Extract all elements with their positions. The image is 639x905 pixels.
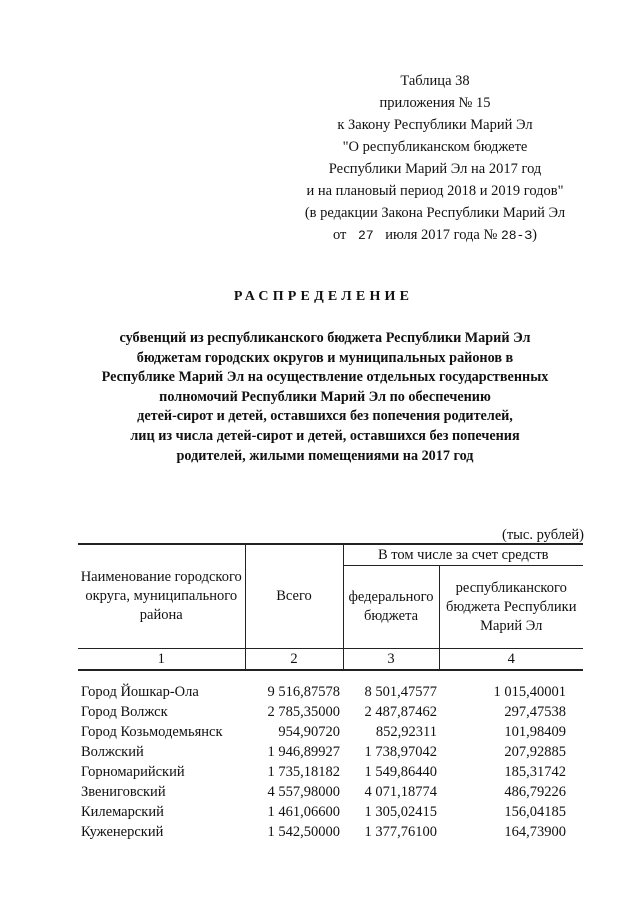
table-row [78,822,583,842]
edition-law-number: 28-З [500,228,533,243]
row-republic: 101,98409 [504,724,566,740]
header-line-edition-date [250,225,620,246]
row-total: 954,90720 [278,724,340,740]
row-federal: 1 549,86440 [364,764,437,780]
row-republic: 185,31742 [504,764,566,780]
row-federal: 1 377,76100 [364,824,437,840]
row-republic: 486,79226 [504,784,566,800]
header-line-budget-year: Республики Марий Эл на 2017 год [328,161,542,177]
table-row [78,762,583,782]
row-name: Куженерский [81,824,164,840]
edition-date-month-year: июля 2017 года № [385,227,498,243]
column-number: 2 [245,649,343,671]
row-total: 1 946,89927 [267,744,340,760]
row-republic: 164,73900 [504,824,566,840]
header-line-edition: (в редакции Закона Республики Марий Эл [304,205,566,221]
column-header-republic: республиканского бюджета Республики Марий Эл [439,566,583,649]
edition-close-paren: ) [532,227,538,243]
row-federal: 8 501,47577 [364,684,437,700]
subtitle-line: лиц из числа детей-сирот и детей, оставшихся без попечения [130,427,520,444]
subtitle-line: бюджетам городских округов и муниципальных районов в [136,349,514,366]
row-total: 9 516,87578 [267,684,340,700]
row-total: 1 461,06600 [267,804,340,820]
header-line-table-number: Таблица 38 [400,73,470,89]
edition-date-prefix: от [332,227,347,243]
row-total: 2 785,35000 [267,704,340,720]
column-number: 4 [439,649,583,671]
header-line-law-title: "О республиканском бюджете [342,139,528,155]
subvention-table [78,543,583,842]
units-label: (тыс. рублей) [502,527,584,543]
column-header-federal: федерального бюджета [343,566,439,649]
row-federal: 2 487,87462 [364,704,437,720]
row-name: Город Козьмодемьянск [81,724,223,740]
row-republic: 1 015,40001 [493,684,566,700]
column-header-total: Всего [245,544,343,649]
row-total: 1 735,18182 [267,764,340,780]
row-name: Волжский [81,744,144,760]
column-number: 1 [78,649,245,671]
row-federal: 4 071,18774 [364,784,437,800]
row-federal: 852,92311 [375,724,437,740]
header-line-appendix: приложения № 15 [379,95,491,111]
row-name: Город Йошкар-Ола [81,684,199,700]
table-row [78,782,583,802]
subtitle-line: родителей, жилыми помещениями на 2017 год [176,447,474,464]
row-republic: 156,04185 [504,804,566,820]
subtitle-line: детей-сирот и детей, оставшихся без попечения родителей, [137,408,513,425]
row-total: 1 542,50000 [267,824,340,840]
row-name: Город Волжск [81,704,168,720]
table-row [78,682,583,702]
row-republic: 207,92885 [504,744,566,760]
row-name: Звениговский [81,784,166,800]
column-header-name: Наименование городского округа, муниципального района [78,544,245,649]
table-row [78,742,583,762]
row-federal: 1 305,02415 [364,804,437,820]
row-federal: 1 738,97042 [364,744,437,760]
table-row [78,802,583,822]
subtitle-line: субвенций из республиканского бюджета Республики Марий Эл [119,330,531,346]
table-row [78,702,583,722]
column-header-group: В том числе за счет средств [343,544,583,566]
subtitle-line: полномочий Республики Марий Эл по обеспечению [159,388,491,405]
row-name: Килемарский [81,804,164,820]
column-number: 3 [343,649,439,671]
table-row [78,722,583,742]
row-name: Горномарийский [81,764,185,780]
edition-date-day: 27 [358,228,374,243]
row-republic: 297,47538 [504,704,566,720]
header-line-law: к Закону Республики Марий Эл [337,117,533,133]
document-title: РАСПРЕДЕЛЕНИЕ [233,289,414,304]
document-subtitle [60,329,590,466]
header-line-plan-period: и на плановый период 2018 и 2019 годов" [306,183,564,199]
subtitle-line: Республике Марий Эл на осуществление отдельных государственных [101,369,549,386]
row-total: 4 557,98000 [267,784,340,800]
